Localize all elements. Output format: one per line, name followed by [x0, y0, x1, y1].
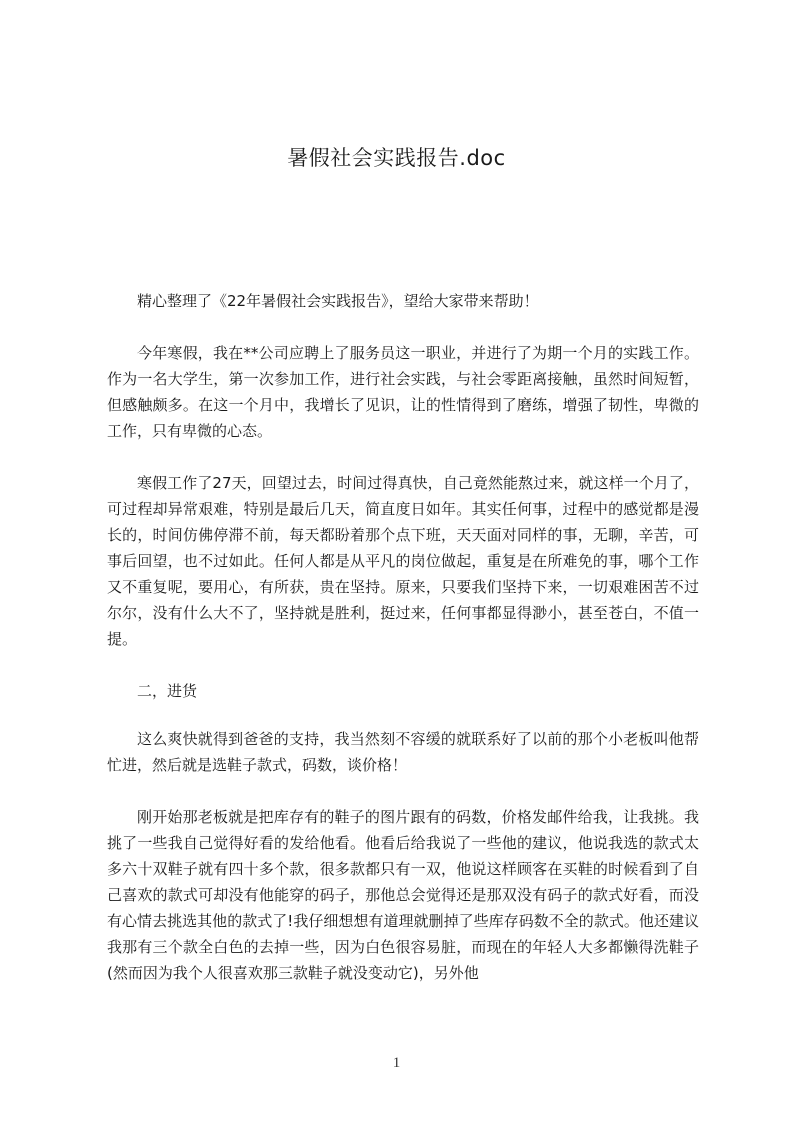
intro-paragraph: 精心整理了《22年暑假社会实践报告》，望给大家带来帮助！ — [137, 292, 539, 310]
body-paragraph: 刚开始那老板就是把库存有的鞋子的图片跟有的码数，价格发邮件给我，让我挑。我挑了一些我自己觉得好看的发给他看。他看后给我说了一些他的建议，他说我选的款式太多六十双鞋子就有四十多个款，很多款都只有一双，他说这样顾客在买鞋的时候看到了自己喜欢的款式可却没有他能穿的码子，那他总会觉得还是那双没有码子的款式好看，而没有心情去挑选其他的款式了!我仔细想想有道理就删掉了些库存码数不全的款式。他还建议我那有三个款全白色的去掉一些，因为白色很容易脏，而现在的年轻人大多都懒得洗鞋子(然而因为我个人很喜欢那三款鞋子就没变动它)，另外他 — [107, 808, 699, 982]
body-paragraph: 寒假工作了27天，回望过去，时间过得真快，自己竟然能熬过来，就这样一个月了，可过程却异常艰难，特别是最后几天，简直度日如年。其实任何事，过程中的感觉都是漫长的，时间仿佛停滞不前，每天都盼着那个点下班，天天面对同样的事，无聊，辛苦，可事后回望，也不过如此。任何人都是从平凡的岗位做起，重复是在所难免的事，哪个工作又不重复呢，要用心，有所获，贵在坚持。原来，只要我们坚持下来，一切艰难困苦不过尔尔，没有什么大不了，坚持就是胜利，挺过来，任何事都显得渺小，甚至苍白，不值一提。 — [107, 474, 699, 648]
body-paragraph: 今年寒假，我在**公司应聘上了服务员这一职业，并进行了为期一个月的实践工作。作为一名大学生，第一次参加工作，进行社会实践，与社会零距离接触，虽然时间短暂，但感触颇多。在这一个月中，我增长了见识，让的性情得到了磨练，增强了韧性，卑微的工作，只有卑微的心态。 — [107, 344, 699, 440]
document-body — [107, 288, 699, 1012]
body-paragraph: 这么爽快就得到爸爸的支持，我当然刻不容缓的就联系好了以前的那个小老板叫他帮忙进，然后就是选鞋子款式，码数，谈价格！ — [107, 730, 699, 774]
section-heading: 二，进货 — [137, 682, 198, 700]
document-title: 暑假社会实践报告.doc — [287, 146, 506, 170]
page-number: 1 — [392, 1055, 401, 1071]
